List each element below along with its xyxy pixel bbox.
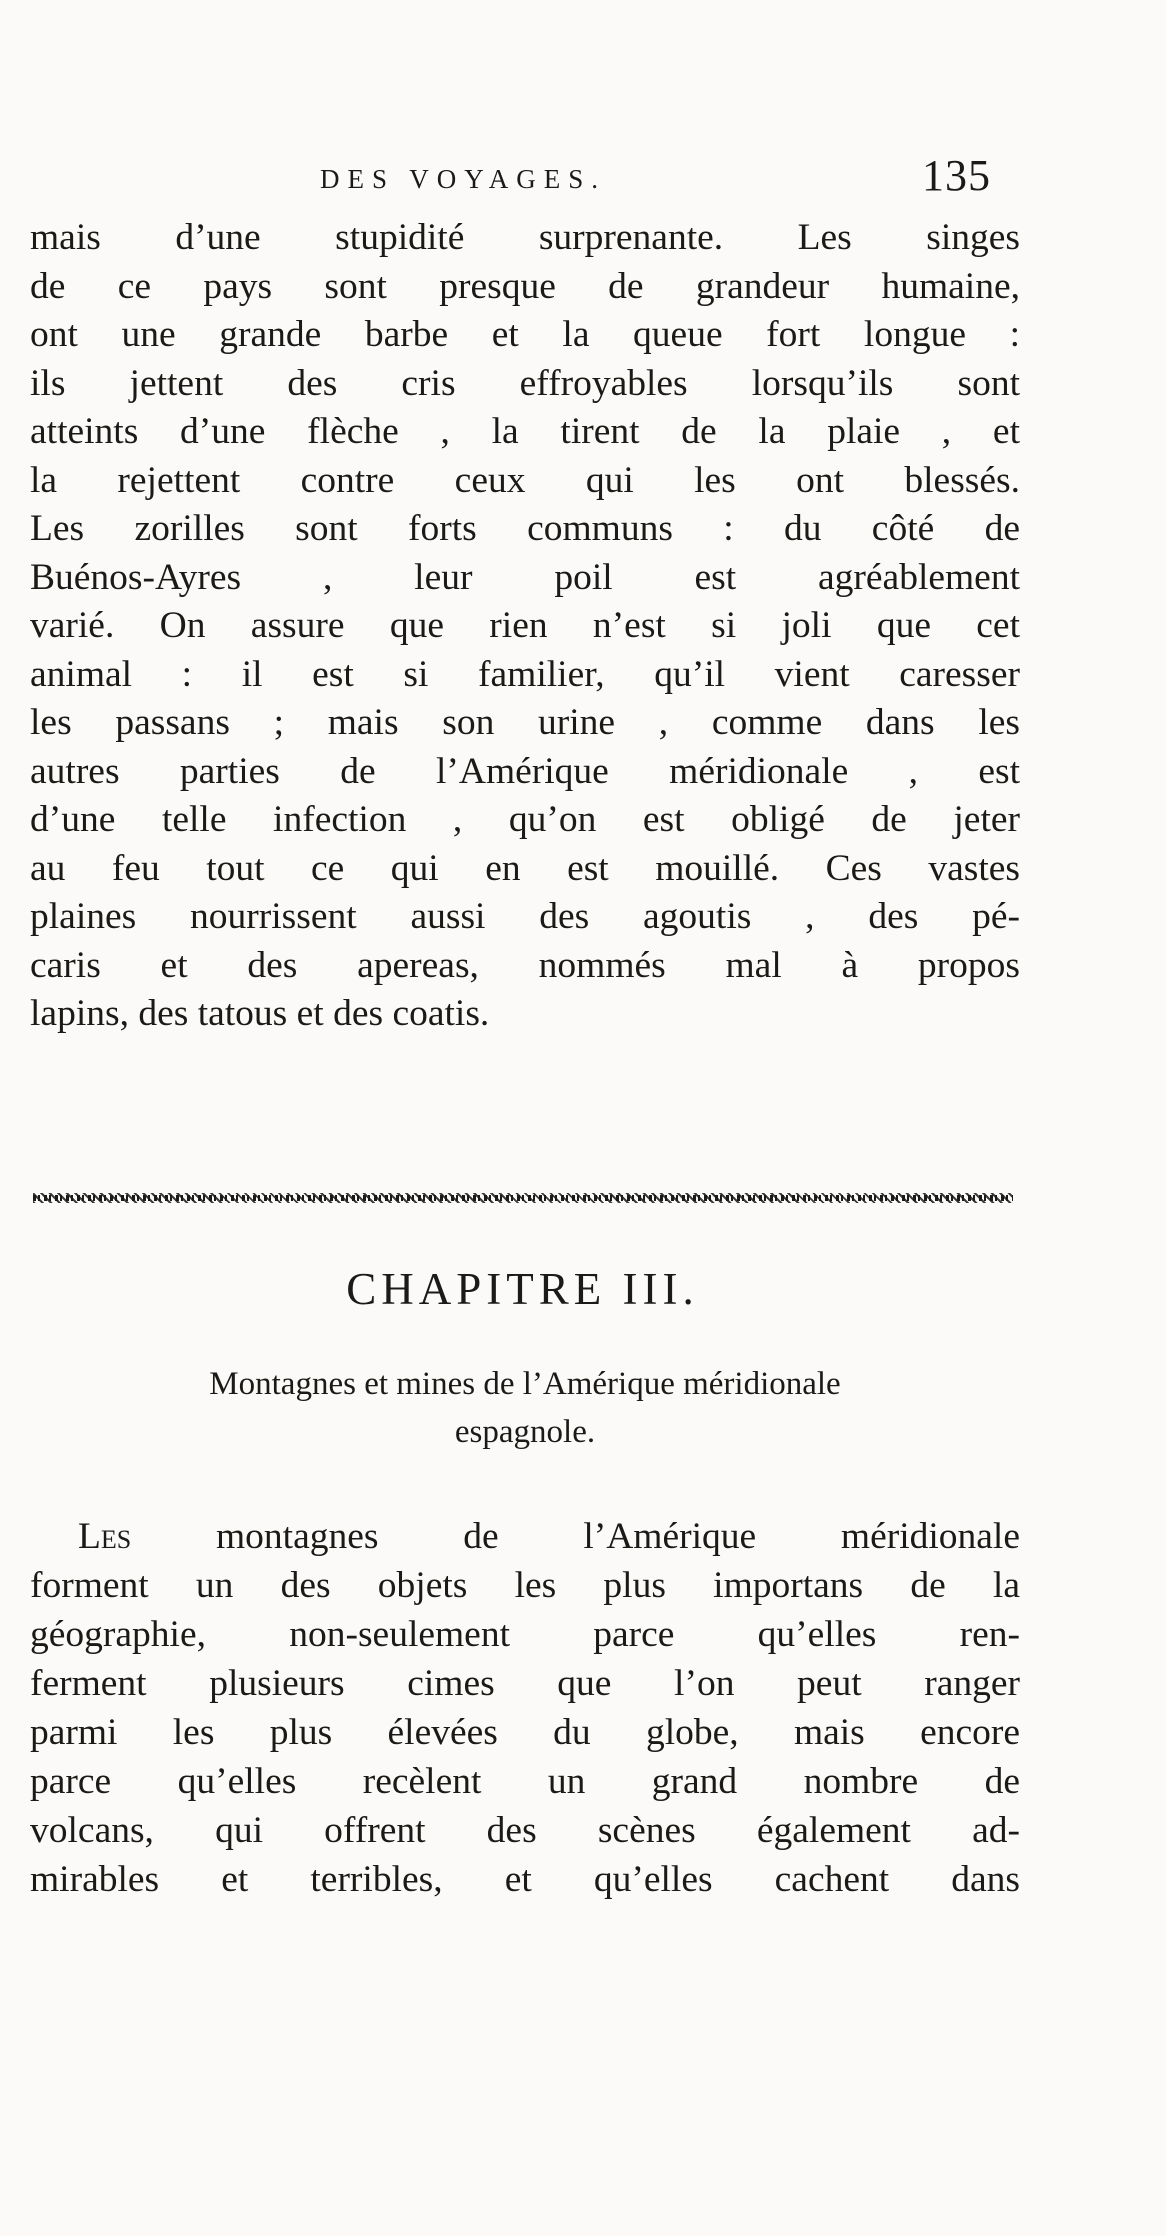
text-line: ils jettent des cris effroyables lorsqu’ils sont bbox=[30, 362, 1020, 404]
text-line: animal : il est si familier, qu’il vient caresser bbox=[30, 653, 1020, 695]
text-line-first bbox=[30, 1512, 1020, 1561]
text-line: ferment plusieurs cimes que l’on peut ranger bbox=[30, 1663, 1020, 1704]
text-line: lapins, des tatous et des coatis. bbox=[30, 993, 490, 1034]
ornamental-rule-pattern bbox=[33, 1193, 1013, 1203]
text-line: d’une telle infection , qu’on est obligé de jeter bbox=[30, 799, 1020, 840]
subtitle-line: Montagnes et mines de l’Amérique méridionale bbox=[209, 1366, 841, 1402]
text-line: la rejettent contre ceux qui les ont blessés. bbox=[30, 459, 1020, 501]
page-number: 135 bbox=[922, 151, 991, 200]
text-line: ont une grande barbe et la queue fort longue : bbox=[30, 314, 1020, 355]
text-line: atteints d’une flèche , la tirent de la plaie , et bbox=[30, 411, 1020, 452]
text-line: géographie, non-seulement parce qu’elles ren- bbox=[30, 1614, 1020, 1655]
text-line: les passans ; mais son urine , comme dans les bbox=[30, 702, 1020, 743]
first-line-rest: montagnes de l’Amérique méridionale bbox=[131, 1516, 1020, 1557]
text-line: Buénos-Ayres , leur poil est agréablement bbox=[30, 556, 1020, 598]
text-line: caris et des apereas, nommés mal à propos bbox=[30, 944, 1020, 986]
text-line: volcans, qui offrent des scènes également ad- bbox=[30, 1810, 1020, 1851]
text-line: mirables et terribles, et qu’elles cachent dans bbox=[30, 1859, 1020, 1900]
chapter-title: CHAPITRE III. bbox=[346, 1264, 699, 1314]
running-title: DES VOYAGES. bbox=[320, 164, 607, 194]
text-line: parmi les plus élevées du globe, mais encore bbox=[30, 1712, 1020, 1753]
paragraph-chapter-start bbox=[30, 1512, 1020, 1904]
subtitle-line: espagnole. bbox=[454, 1414, 596, 1450]
dropcap-word: Les bbox=[78, 1516, 132, 1557]
text-line: au feu tout ce qui en est mouillé. Ces vastes bbox=[30, 847, 1020, 889]
text-line: varié. On assure que rien n’est si joli que cet bbox=[30, 605, 1020, 646]
text-line: autres parties de l’Amérique méridionale , est bbox=[30, 750, 1020, 792]
text-line: de ce pays sont presque de grandeur humaine, bbox=[30, 265, 1020, 307]
text-line: Les zorilles sont forts communs : du côté de bbox=[30, 508, 1020, 549]
text-line: forment un des objets les plus importans de la bbox=[30, 1565, 1020, 1606]
text-line: mais d’une stupidité surprenante. Les singes bbox=[30, 217, 1020, 258]
running-head bbox=[0, 150, 1166, 200]
paragraph-continued bbox=[30, 214, 1020, 1039]
text-line: parce qu’elles recèlent un grand nombre de bbox=[30, 1761, 1020, 1802]
chapter-subtitle bbox=[30, 1360, 1020, 1456]
text-line: plaines nourrissent aussi des agoutis , des pé- bbox=[30, 896, 1020, 937]
